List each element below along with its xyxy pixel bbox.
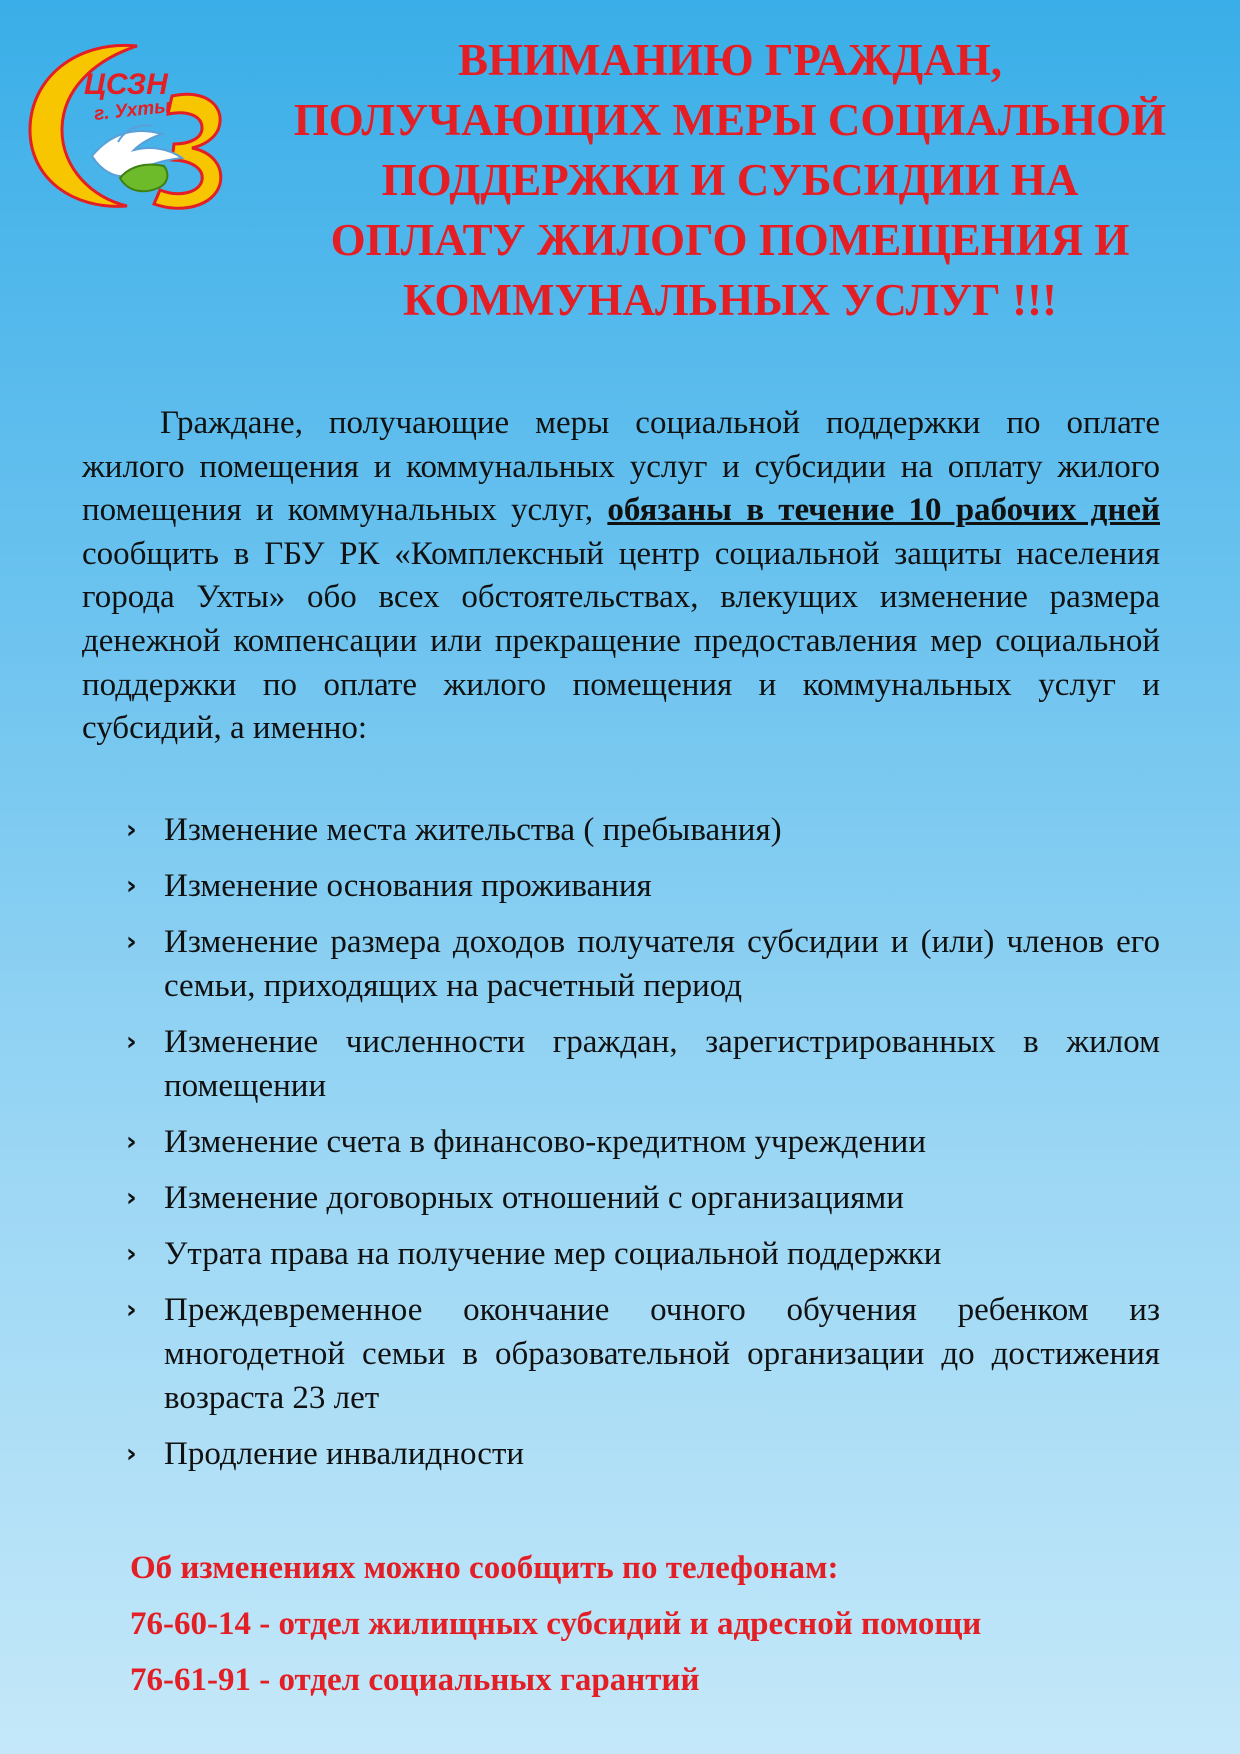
intro-section <box>82 402 1160 751</box>
list-item <box>82 1288 1160 1420</box>
contacts-section <box>130 1540 1180 1708</box>
title-line: ОПЛАТУ ЖИЛОГО ПОМЕЩЕНИЯ И <box>330 215 1130 265</box>
list-item-text: Изменение размера доходов получателя субсидии и (или) членов его семьи, приходящих на расчетный период <box>164 924 1160 1004</box>
list-item-text: Утрата права на получение мер социальной поддержки <box>164 1236 942 1272</box>
list-item <box>82 920 1160 1008</box>
contacts-heading: Об изменениях можно сообщить по телефонам: <box>130 1550 839 1586</box>
chevron-right-icon: › <box>126 1183 137 1213</box>
chevron-right-icon: › <box>126 1027 137 1057</box>
list-item-text: Изменение места жительства ( пребывания) <box>164 812 782 848</box>
phone-social-guarantees: 76-61-91 - отдел социальных гарантий <box>130 1662 700 1698</box>
title-line: ПОЛУЧАЮЩИХ МЕРЫ СОЦИАЛЬНОЙ <box>293 95 1167 145</box>
title-line: ВНИМАНИЮ ГРАЖДАН, <box>458 35 1002 85</box>
list-item <box>82 1232 1160 1276</box>
list-item <box>82 1120 1160 1164</box>
chevron-right-icon: › <box>126 1127 137 1157</box>
circumstances-list <box>82 808 1160 1488</box>
chevron-right-icon: › <box>126 871 137 901</box>
title-line: КОММУНАЛЬНЫХ УСЛУГ !!! <box>403 275 1057 325</box>
list-item-text: Продление инвалидности <box>164 1436 525 1472</box>
deadline-emphasis: обязаны в течение 10 рабочих дней <box>607 492 1160 529</box>
list-item-text: Изменение основания проживания <box>164 868 652 904</box>
logo-subtitle: г. Ухты <box>93 96 172 125</box>
list-item <box>82 808 1160 852</box>
list-item-text: Изменение численности граждан, зарегистрированных в жилом помещении <box>164 1024 1160 1104</box>
chevron-right-icon: › <box>126 1439 137 1469</box>
logo-emblem-icon <box>22 38 247 213</box>
intro-text-end: сообщить в ГБУ РК «Комплексный центр социальной защиты населения города Ухты» обо всех обстоятельствах, влекущих изменение размера денежной компенсации или прекращение предоставления мер социальной поддержки по оплате жилого помещения и коммунальных услуг и субсидий, а именно: <box>82 535 1160 747</box>
chevron-right-icon: › <box>126 815 137 845</box>
list-item-text: Изменение счета в финансово-кредитном учреждении <box>164 1124 926 1160</box>
organization-logo <box>22 38 247 213</box>
chevron-right-icon: › <box>126 1295 137 1325</box>
intro-paragraph <box>82 402 1160 751</box>
phone-housing-subsidies: 76-60-14 - отдел жилищных субсидий и адресной помощи <box>130 1606 982 1642</box>
list-item <box>82 1176 1160 1220</box>
page-title <box>250 30 1210 330</box>
intro-text-start: Граждане, получающие меры социальной поддержки по оплате жилого помещения и коммунальных услуг и субсидии на оплату жилого помещения и коммунальных услуг, <box>82 405 1160 529</box>
title-line: ПОДДЕРЖКИ И СУБСИДИИ НА <box>381 155 1079 205</box>
list-item <box>82 1020 1160 1108</box>
chevron-right-icon: › <box>126 1239 137 1269</box>
list-item <box>82 864 1160 908</box>
list-item-text: Изменение договорных отношений с организациями <box>164 1180 904 1216</box>
chevron-right-icon: › <box>126 927 137 957</box>
list-item <box>82 1432 1160 1476</box>
list-item-text: Преждевременное окончание очного обучения ребенком из многодетной семьи в образовательной организации до достижения возраста 23 лет <box>164 1292 1160 1416</box>
logo-title: ЦСЗН <box>84 68 168 101</box>
